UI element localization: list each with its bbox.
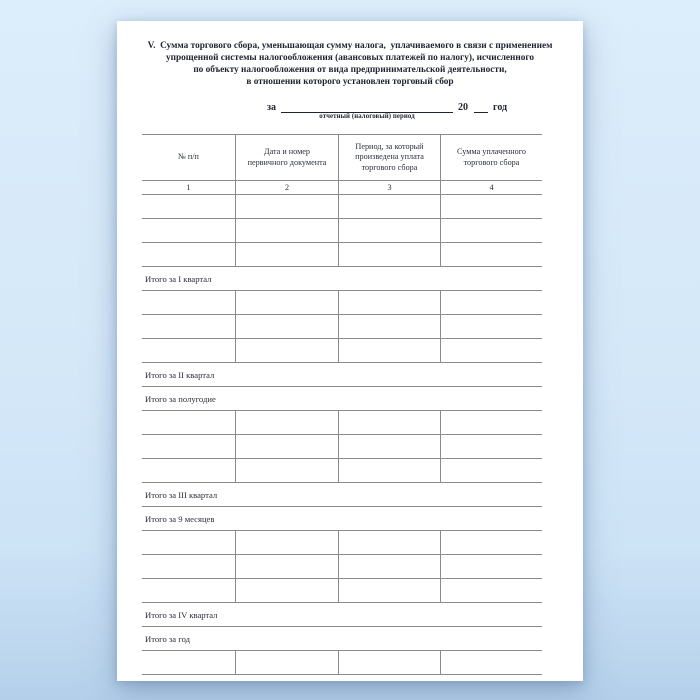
table-header-row xyxy=(142,134,542,180)
section-title-line: V. Сумма торгового сбора, уменьшающая сумму налога, уплачиваемого в связи с применением xyxy=(147,41,553,51)
empty-data-cell xyxy=(338,291,440,314)
section-title xyxy=(117,40,583,88)
empty-data-row xyxy=(142,458,542,482)
subtotal-label-row: Итого за полугодие xyxy=(142,386,542,410)
column-number-cell: 2 xyxy=(235,181,338,194)
empty-data-row xyxy=(142,530,542,554)
empty-data-cell xyxy=(142,291,235,314)
column-number-cell: 4 xyxy=(440,181,542,194)
section-title-line: по объекту налогообложения от вида предпринимательской деятельности, xyxy=(193,65,507,75)
empty-data-cell xyxy=(440,291,542,314)
empty-data-cell xyxy=(440,195,542,218)
empty-data-cell xyxy=(338,651,440,674)
empty-data-cell xyxy=(440,651,542,674)
empty-data-cell xyxy=(440,435,542,458)
empty-data-cell xyxy=(235,435,338,458)
empty-data-cell xyxy=(440,555,542,578)
column-header-cell: Период, за который произведена уплата торгового сбора xyxy=(338,135,440,180)
empty-data-row xyxy=(142,434,542,458)
tax-form-page xyxy=(117,21,583,681)
empty-data-row xyxy=(142,218,542,242)
empty-data-cell xyxy=(440,579,542,602)
year-prefix-label: 20 xyxy=(458,102,469,113)
subtotal-label-row: Итого за IV квартал xyxy=(142,602,542,626)
empty-data-cell xyxy=(338,219,440,242)
subtotal-label-row: Итого за 9 месяцев xyxy=(142,506,542,530)
empty-data-cell xyxy=(235,291,338,314)
empty-data-cell xyxy=(235,459,338,482)
subtotal-label-row: Итого за II квартал xyxy=(142,362,542,386)
empty-data-cell xyxy=(338,411,440,434)
empty-data-row xyxy=(142,650,542,674)
section-title-line: в отношении которого установлен торговый сбор xyxy=(246,77,454,87)
period-prefix-label: за xyxy=(267,102,277,113)
empty-data-cell xyxy=(235,555,338,578)
empty-data-cell xyxy=(338,315,440,338)
empty-data-row xyxy=(142,554,542,578)
empty-data-cell xyxy=(142,579,235,602)
empty-data-row xyxy=(142,338,542,362)
empty-data-row xyxy=(142,314,542,338)
empty-data-row xyxy=(142,242,542,266)
empty-data-cell xyxy=(440,411,542,434)
empty-data-cell xyxy=(235,531,338,554)
empty-data-cell xyxy=(338,435,440,458)
empty-data-cell xyxy=(142,339,235,362)
empty-data-cell xyxy=(440,315,542,338)
empty-data-cell xyxy=(338,243,440,266)
empty-data-cell xyxy=(142,651,235,674)
column-header-cell: Сумма уплаченного торгового сбора xyxy=(440,135,542,180)
empty-data-cell xyxy=(142,195,235,218)
empty-data-cell xyxy=(235,651,338,674)
column-header-cell: Дата и номер первичного документа xyxy=(235,135,338,180)
empty-data-cell xyxy=(235,219,338,242)
empty-data-row xyxy=(142,290,542,314)
table-body xyxy=(142,194,542,674)
year-blank-field xyxy=(474,100,488,113)
empty-data-cell xyxy=(235,579,338,602)
empty-data-cell xyxy=(142,555,235,578)
subtotal-label-row: Итого за III квартал xyxy=(142,482,542,506)
empty-data-cell xyxy=(235,315,338,338)
empty-data-cell xyxy=(142,243,235,266)
empty-data-cell xyxy=(142,315,235,338)
empty-data-cell xyxy=(440,531,542,554)
empty-data-cell xyxy=(142,459,235,482)
empty-data-cell xyxy=(440,219,542,242)
empty-data-cell xyxy=(142,435,235,458)
column-number-cell: 3 xyxy=(338,181,440,194)
empty-data-cell xyxy=(142,411,235,434)
empty-data-row xyxy=(142,410,542,434)
empty-data-row xyxy=(142,578,542,602)
empty-data-cell xyxy=(235,243,338,266)
column-number-row xyxy=(142,180,542,194)
empty-data-cell xyxy=(338,531,440,554)
empty-data-cell xyxy=(440,339,542,362)
column-number-cell: 1 xyxy=(186,183,191,192)
empty-data-cell xyxy=(235,411,338,434)
section-title-line: упрощенной системы налогообложения (авансовых платежей по налогу), исчисленного xyxy=(165,53,535,63)
empty-data-cell xyxy=(338,339,440,362)
column-header-cell: № п/п xyxy=(178,152,199,162)
subtotal-label-row: Итого за год xyxy=(142,626,542,650)
period-blank-field xyxy=(281,100,453,120)
subtotal-label-row: Итого за I квартал xyxy=(142,266,542,290)
reporting-period-row xyxy=(267,100,583,120)
empty-data-cell xyxy=(142,219,235,242)
empty-data-cell xyxy=(338,579,440,602)
year-word-label: год xyxy=(493,102,508,113)
empty-data-cell xyxy=(235,195,338,218)
empty-data-cell xyxy=(440,243,542,266)
empty-data-cell xyxy=(338,459,440,482)
period-blank-caption: отчетный (налоговый) период xyxy=(319,113,415,120)
trade-fee-table xyxy=(142,134,542,675)
empty-data-row xyxy=(142,194,542,218)
empty-data-cell xyxy=(338,195,440,218)
empty-data-cell xyxy=(235,339,338,362)
empty-data-cell xyxy=(142,531,235,554)
empty-data-cell xyxy=(338,555,440,578)
empty-data-cell xyxy=(440,459,542,482)
